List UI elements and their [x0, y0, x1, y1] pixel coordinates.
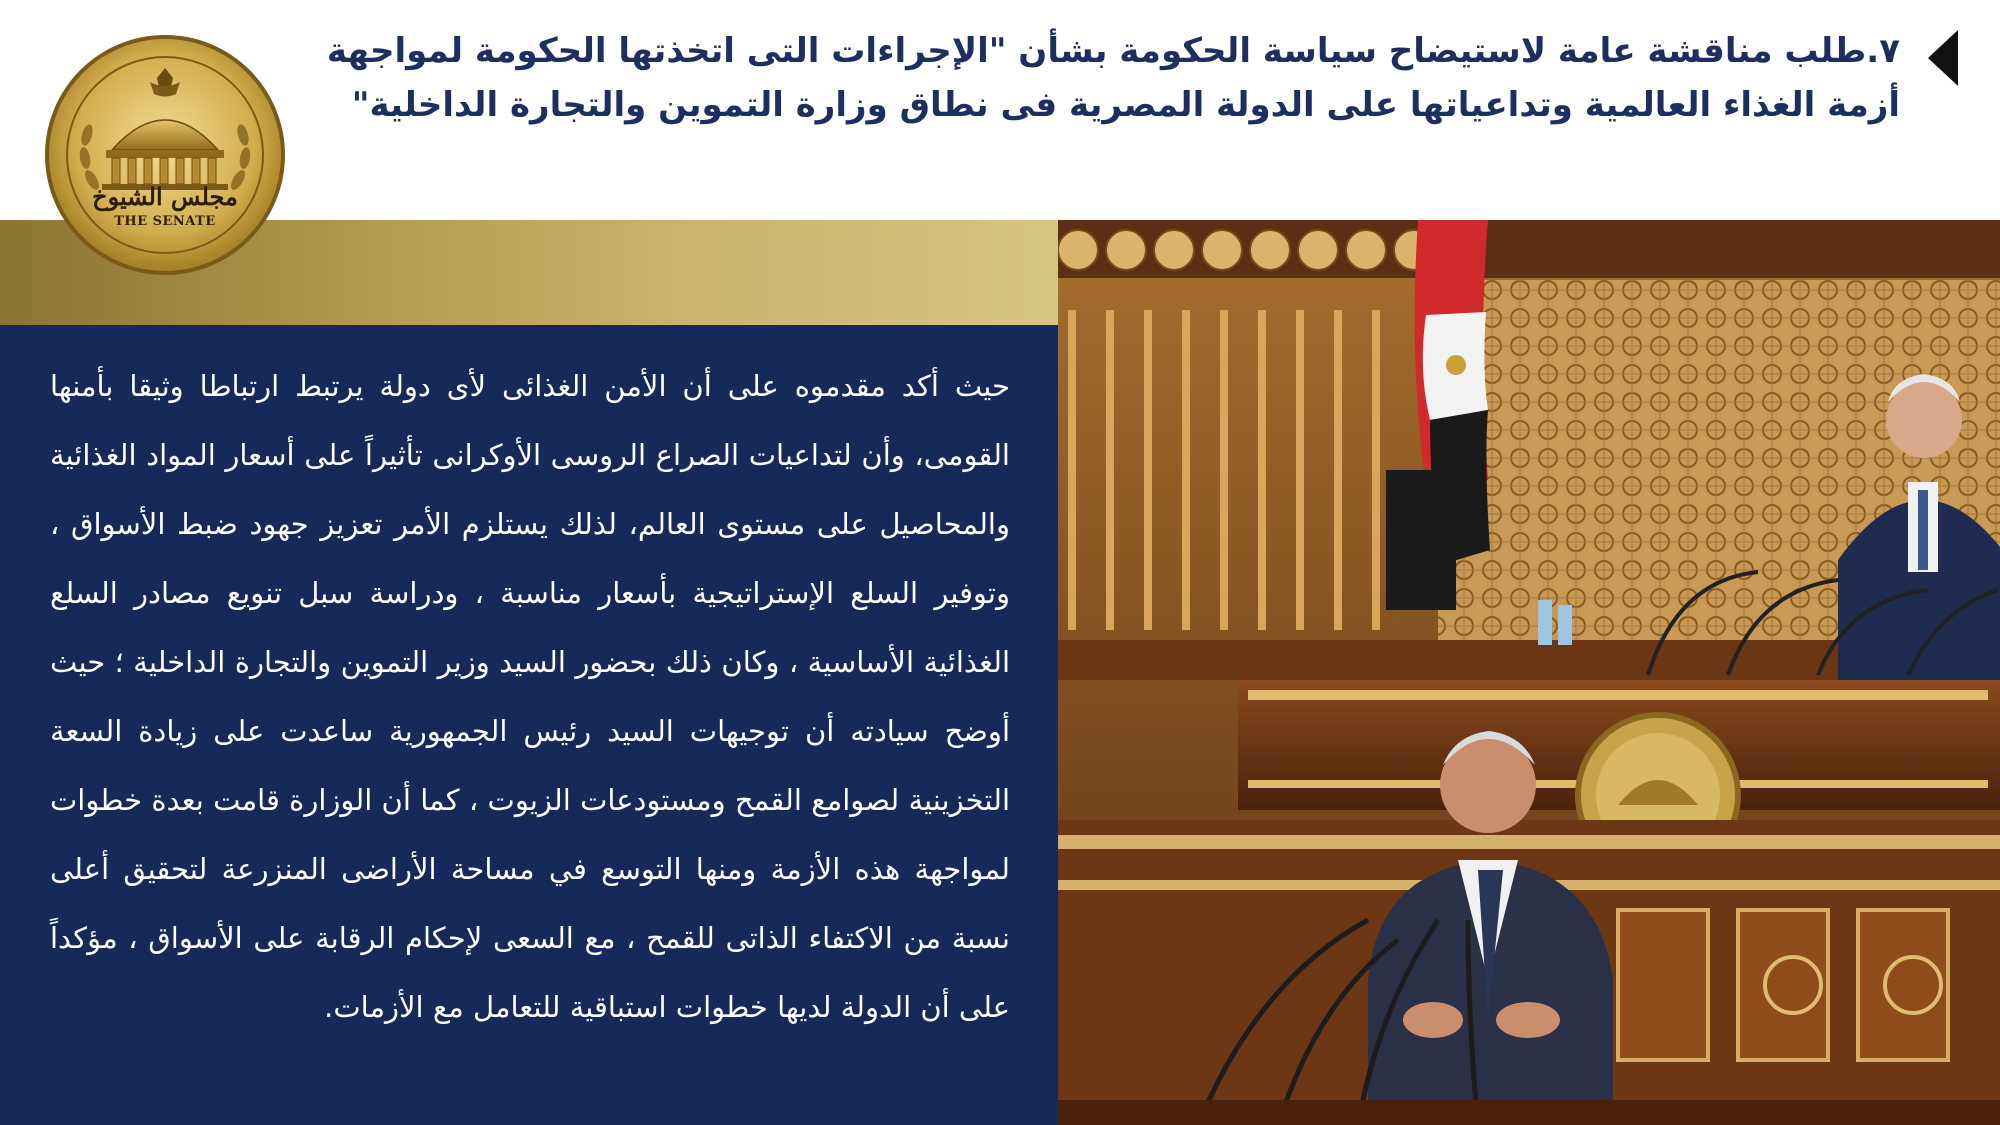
- senate-seal-logo: [40, 30, 290, 280]
- senate-chamber-photo: [1058, 220, 2000, 1125]
- seal-arabic-name: مجلس الشيوخ: [92, 182, 238, 211]
- triangle-bullet-icon: [1928, 30, 1958, 86]
- body-paragraph: حيث أكد مقدموه على أن الأمن الغذائى لأى دولة يرتبط ارتباطا وثيقا بأمنها القومى، وأن لتداعيات الصراع الروسى الأوكرانى تأثيراً على أسعار المواد الغذائية والمحاصيل على مستوى العالم، لذلك يستلزم الأمر تعزيز جهود ضبط الأسواق ، وتوفير السلع الإستراتيجية بأسعار مناسبة ، ودراسة سبل تنويع مصادر السلع الغذائية الأساسية ، وكان ذلك بحضور السيد وزير التموين والتجارة الداخلية ؛ حيث أوضح سيادته أن توجيهات السيد رئيس الجمهورية ساعدت على زيادة السعة التخزينية لصوامع القمح ومستودعات الزيوت ، كما أن الوزارة قامت بعدة خطوات لمواجهة هذه الأزمة ومنها التوسع في مساحة الأراضى المنزرعة لتحقيق أعلى نسبة من الاكتفاء الذاتى للقمح ، مع السعى لإحكام الرقابة على الأسواق ، مؤكداً على أن الدولة لديها خطوات استباقية للتعامل مع الأزمات.: [50, 369, 1010, 1024]
- slide-title: ٧.طلب مناقشة عامة لاستيضاح سياسة الحكومة بشأن "الإجراءات التى اتخذتها الحكومة لمواجهة أزمة الغذاء العالمية وتداعياتها على الدولة المصرية فى نطاق وزارة التموين والتجارة الداخلية": [326, 31, 1900, 125]
- seal-english-name: THE SENATE: [114, 214, 216, 229]
